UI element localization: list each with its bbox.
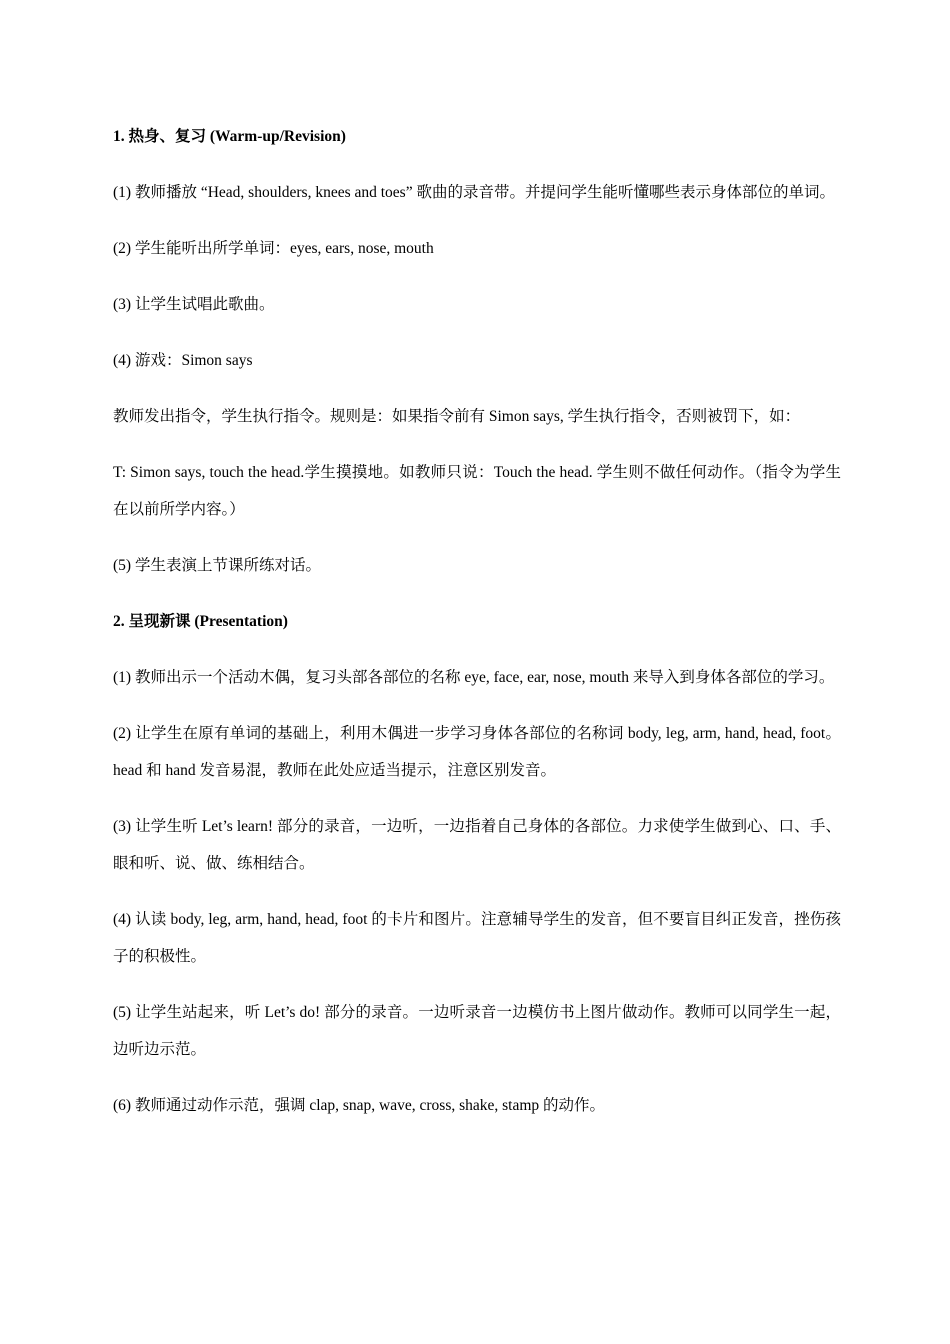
paragraph: (6) 教师通过动作示范，强调 clap, snap, wave, cross, shake, stamp 的动作。 bbox=[113, 1097, 606, 1114]
paragraph: T: Simon says, touch the head.学生摸摸地。如教师只说：Touch the head. 学生则不做任何动作。（指令为学生在以前所学内容。） bbox=[113, 464, 841, 518]
paragraph: (2) 学生能听出所学单词：eyes, ears, nose, mouth bbox=[113, 240, 434, 257]
paragraph: (3) 让学生试唱此歌曲。 bbox=[113, 296, 275, 313]
section-warmup bbox=[113, 118, 841, 584]
paragraph: (5) 让学生站起来，听 Let’s do! 部分的录音。一边听录音一边模仿书上图片做动作。教师可以同学生一起，边听边示范。 bbox=[113, 1004, 841, 1058]
paragraph: (2) 让学生在原有单词的基础上，利用木偶进一步学习身体各部位的名称词 body, leg, arm, hand, head, foot。head 和 hand 发音易混，教师在此处应适当提示，注意区别发音。 bbox=[113, 725, 841, 779]
paragraph: 教师发出指令，学生执行指令。规则是：如果指令前有 Simon says, 学生执行指令，否则被罚下，如： bbox=[113, 408, 801, 425]
paragraph: (4) 游戏：Simon says bbox=[113, 352, 253, 369]
paragraph: (1) 教师播放 “Head, shoulders, knees and toes” 歌曲的录音带。并提问学生能听懂哪些表示身体部位的单词。 bbox=[113, 184, 835, 201]
paragraph: (4) 认读 body, leg, arm, hand, head, foot 的卡片和图片。注意辅导学生的发音，但不要盲目纠正发音，挫伤孩子的积极性。 bbox=[113, 911, 841, 965]
section-presentation bbox=[113, 603, 841, 1124]
section-heading: 2. 呈现新课 (Presentation) bbox=[113, 613, 288, 630]
document-body bbox=[113, 118, 841, 1143]
paragraph: (5) 学生表演上节课所练对话。 bbox=[113, 557, 321, 574]
paragraph: (3) 让学生听 Let’s learn! 部分的录音，一边听，一边指着自己身体的各部位。力求使学生做到心、口、手、眼和听、说、做、练相结合。 bbox=[113, 818, 841, 872]
section-heading: 1. 热身、复习 (Warm-up/Revision) bbox=[113, 128, 346, 145]
paragraph: (1) 教师出示一个活动木偶，复习头部各部位的名称 eye, face, ear, nose, mouth 来导入到身体各部位的学习。 bbox=[113, 669, 835, 686]
